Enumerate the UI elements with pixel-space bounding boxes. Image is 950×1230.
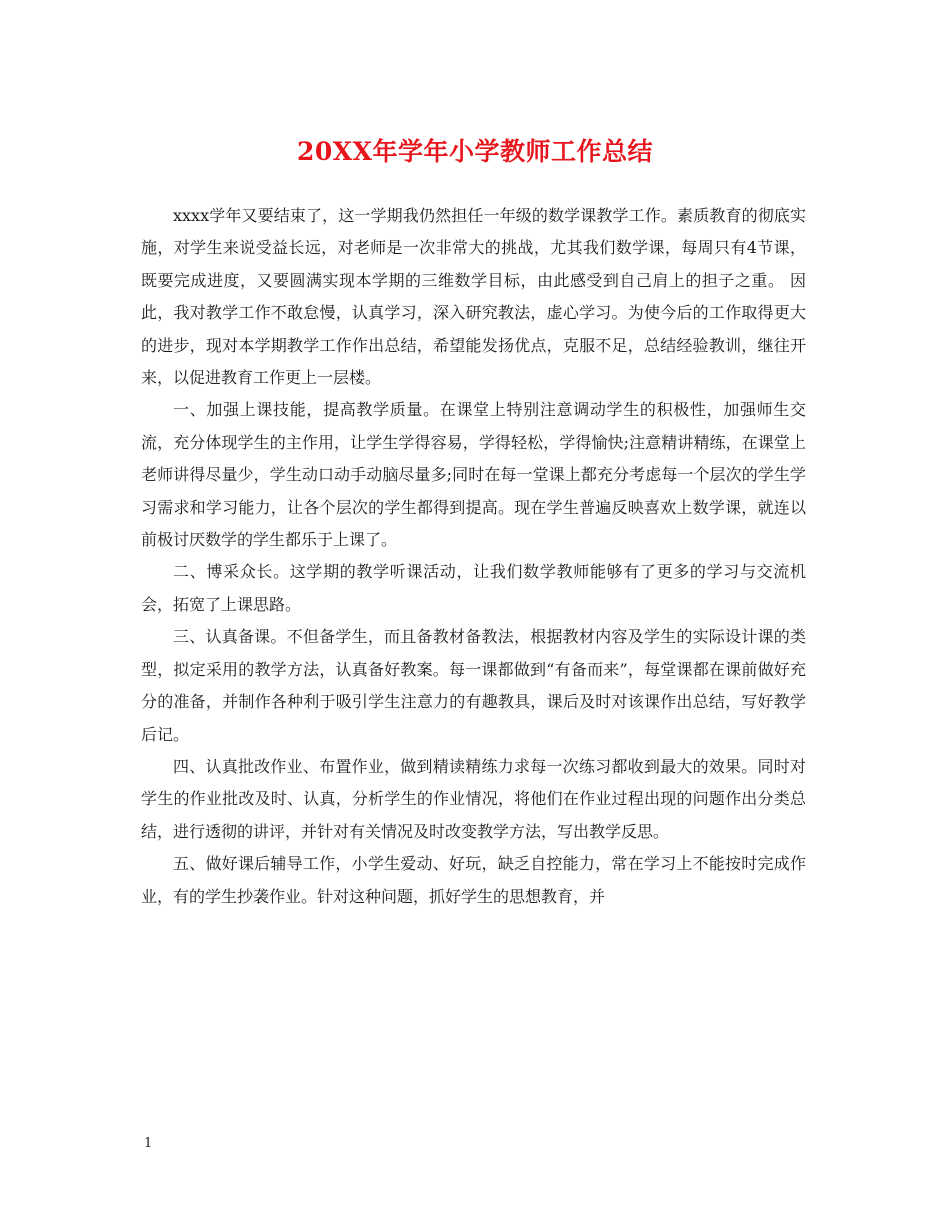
paragraph-intro: xxxx学年又要结束了，这一学期我仍然担任一年级的数学课教学工作。素质教育的彻底实施，对学生来说受益长远，对老师是一次非常大的挑战，尤其我们数学课，每周只有4节课，既要完成进度，又要圆满实现本学期的三维数学目标，由此感受到自己肩上的担子之重。 因此，我对教学工作不敢怠慢，认真学习，深入研究教法，虚心学习。为使今后的工作取得更大的进步，现对本学期教学工作作出总结，希望能发扬优点，克服不足，总结经验教训，继往开来，以促进教育工作更上一层楼。 (141, 206, 806, 388)
paragraph-section-5: 五、做好课后辅导工作，小学生爱动、好玩，缺乏自控能力，常在学习上不能按时完成作业，有的学生抄袭作业。针对这种问题，抓好学生的思想教育，并 (141, 854, 806, 906)
paragraph-section-2: 二、博采众长。这学期的教学听课活动，让我们数学教师能够有了更多的学习与交流机会，拓宽了上课思路。 (141, 562, 806, 614)
paragraph-section-3: 三、认真备课。不但备学生，而且备教材备教法，根据教材内容及学生的实际设计课的类型，拟定采用的教学方法，认真备好教案。每一课都做到“有备而来”，每堂课都在课前做好充分的准备，并制作各种利于吸引学生注意力的有趣教具，课后及时对该课作出总结，写好教学后记。 (141, 627, 806, 744)
document-body (141, 200, 806, 913)
page-number: 1 (144, 1136, 153, 1151)
paragraph-section-4: 四、认真批改作业、布置作业，做到精读精练力求每一次练习都收到最大的效果。同时对学生的作业批改及时、认真，分析学生的作业情况，将他们在作业过程出现的问题作出分类总结，进行透彻的讲评，并针对有关情况及时改变教学方法，写出教学反思。 (141, 756, 806, 841)
paragraph-section-1: 一、加强上课技能，提高教学质量。在课堂上特别注意调动学生的积极性，加强师生交流，充分体现学生的主作用，让学生学得容易，学得轻松，学得愉快;注意精讲精练，在课堂上老师讲得尽量少，学生动口动手动脑尽量多;同时在每一堂课上都充分考虑每一个层次的学生学习需求和学习能力，让各个层次的学生都得到提高。现在学生普遍反映喜欢上数学课，就连以前极讨厌数学的学生都乐于上课了。 (141, 400, 806, 550)
document-title: 20XX年学年小学教师工作总结 (296, 137, 654, 166)
